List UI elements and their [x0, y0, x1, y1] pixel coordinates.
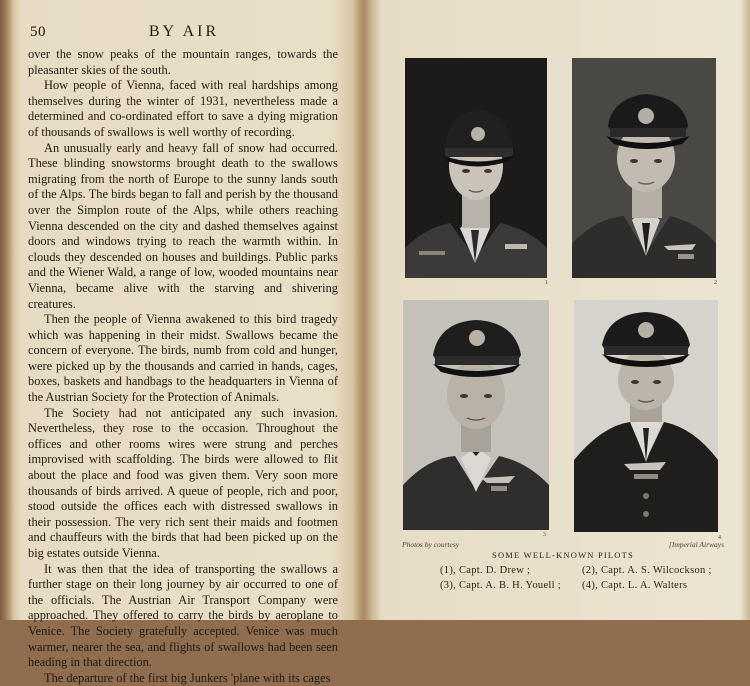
body-text	[28, 47, 338, 686]
photo-credit-right: [Imperial Airways	[668, 540, 724, 549]
photo-number-3: 3	[543, 532, 546, 538]
caption-item-3: (3), Capt. A. B. H. Youell ;	[440, 580, 561, 591]
paragraph: Then the people of Vienna awakened to this bird tragedy which was happening in their midst. Swallows became the concern of everyone. The birds, numb from cold and hunger, were picked up by the thousands and carried in hands, cages, boxes, baskets and handbags to the headquarters in Vienna of the Austrian Society for the Protection of Animals.	[28, 312, 338, 405]
running-head: BY AIR	[148, 23, 220, 40]
photo-number-2: 2	[714, 280, 717, 286]
pilot-portrait-2	[572, 58, 716, 278]
photo-number-4: 4	[718, 535, 721, 541]
page-number: 50	[30, 24, 46, 40]
paragraph: The departure of the first big Junkers 'plane with its cages	[44, 670, 331, 685]
pilot-portrait-1-image	[405, 58, 547, 278]
left-page	[28, 20, 340, 685]
caption-item-1: (1), Capt. D. Drew ;	[440, 565, 531, 576]
caption-item-4: (4), Capt. L. A. Walters	[582, 580, 688, 591]
pilot-portrait-1	[405, 58, 547, 278]
page-header	[28, 20, 340, 44]
photo-number-1: 1	[545, 280, 548, 286]
caption-item-2: (2), Capt. A. S. Wilcockson ;	[582, 565, 712, 576]
pilot-portrait-4	[574, 300, 718, 532]
paragraph: How people of Vienna, faced with real hardships among themselves during the winter of 1931, nevertheless made a determined and co-ordinated effort to save a dying migration of thousands of swallows is well worthy of recording.	[28, 78, 338, 139]
pilot-portrait-3-image	[403, 300, 549, 530]
paragraph: An unusually early and heavy fall of snow had occurred. These blinding snowstorms brought death to the swallows migrating from the north of Europe to the sunny lands south of the Alps. The birds began to fall and perish by the thousand over the Simplon route of the Alps, while others reaching Vienna descended on the city and dashed themselves against doors and windows trying to reach the warmth within. In clouds they descended on houses and buildings. Public parks and the Wiener Wald, a range of low, wooded mountains near Vienna, became alive with the starving and shivering creatures.	[28, 140, 338, 311]
photo-credit-left: Photos by courtesy	[402, 540, 460, 549]
right-page	[388, 0, 738, 620]
paragraph: It was then that the idea of transporting the swallows a further stage on their long journey by air occurred to one of the officials. The Austrian Air Transport Company were approached. They offered to carry the birds by aeroplane to Venice. The Society gratefully accepted. Venice was much warmer, nearer the sea, and flights of swallows had been seen heading in that direction.	[28, 561, 338, 670]
paragraph: The Society had not anticipated any such invasion. Nevertheless, they rose to the occasion. Throughout the offices and other rooms wires were strung and perches improvised with scaffolding. The birds were allowed to flit about the place and food was given them. Very soon more thousands of birds arrived. A queue of people, rich and poor, stood outside the offices each with distressed swallows in their possession. The very rich sent their maids and footmen and chauffeurs with the birds that had been picked up on the big estates outside Vienna.	[28, 405, 338, 560]
pilot-portrait-2-image	[572, 58, 716, 278]
paragraph: over the snow peaks of the mountain ranges, towards the pleasanter skies of the south.	[28, 47, 338, 77]
pilot-portrait-3	[403, 300, 549, 530]
pilot-portrait-4-image	[574, 300, 718, 532]
caption-title: SOME WELL-KNOWN PILOTS	[492, 550, 634, 560]
